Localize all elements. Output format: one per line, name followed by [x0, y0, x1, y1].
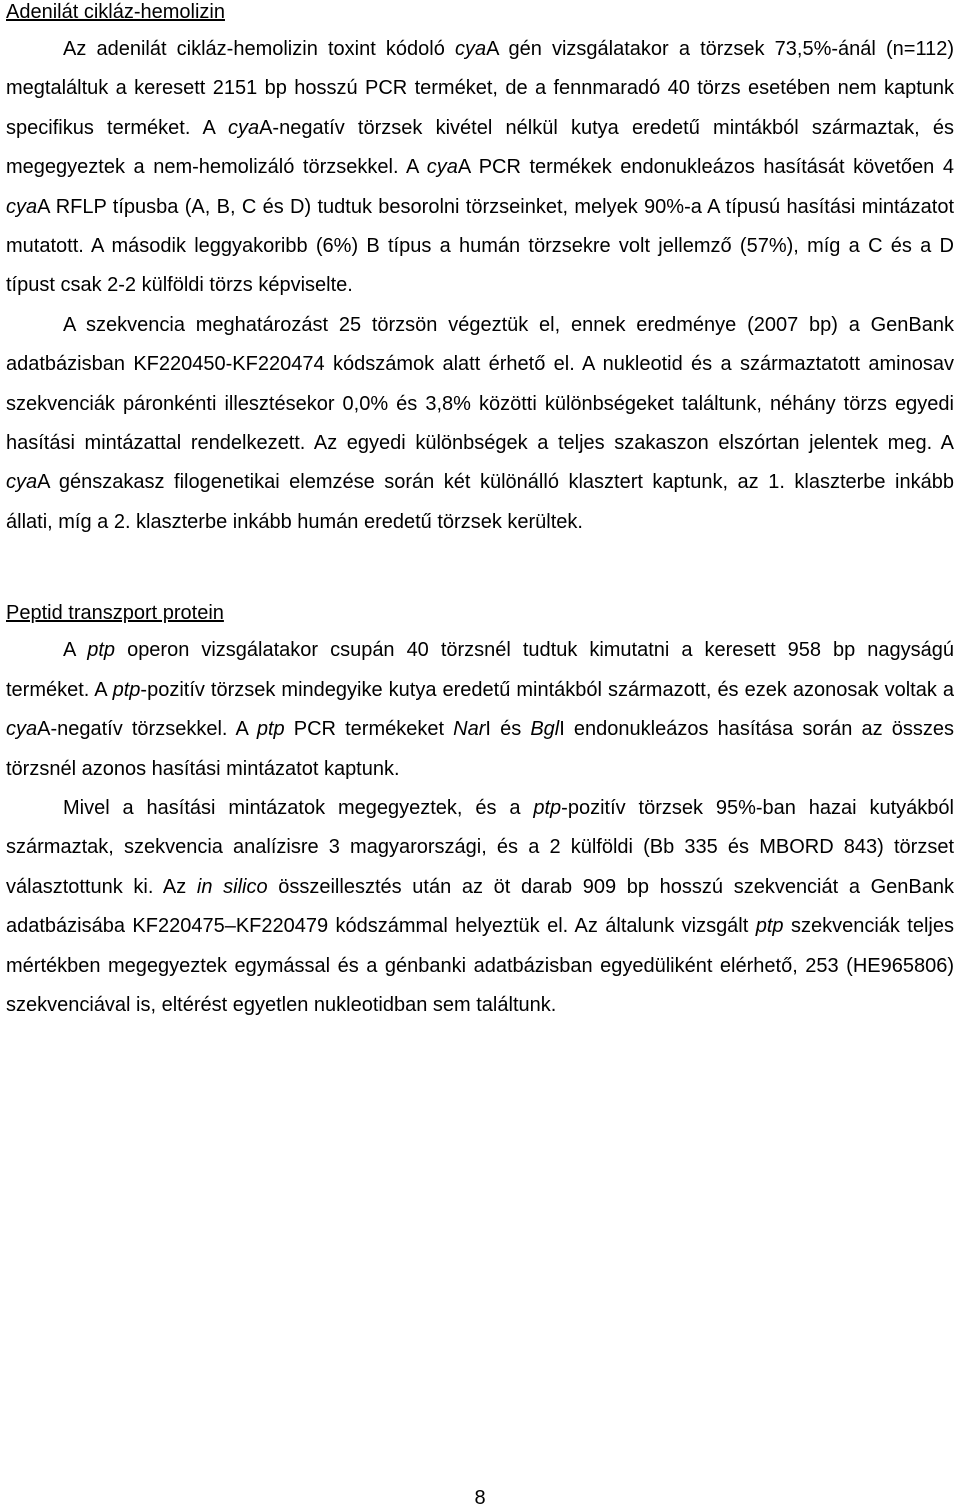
text-run: -pozitív törzsek mindegyike kutya eredetű mintákból származott, és ezek azonosak voltak a [140, 678, 954, 701]
text-run: I és [485, 718, 531, 741]
text-run: A [63, 639, 88, 662]
section-heading-peptide-transport: Peptid transzport protein [6, 602, 224, 625]
text-run: A RFLP típusba (A, B, C és D) tudtuk besorolni törzseinket, melyek 90%-a A típusú hasítási mintázatot mutatott. A második leggyakoribb (6%) B típus a humán törzsekre volt jellemző (57%), míg a C és a D típust csak 2-2 külföldi törzs képviselte. [6, 195, 954, 297]
text-run: operon vizsgálatakor csupán 40 törzsnél tudtuk kimutatni a keresett 958 bp nagyságú terméket. A [6, 639, 955, 701]
text-run: A szekvencia meghatározást 25 törzsön végeztük el, ennek eredménye (2007 bp) a GenBank adatbázisban KF220450-KF220474 kódszámok alatt érhető el. A nukleotid és a származtatott aminosav szekvenciák páronkénti illesztésekor 0,0% és 3,8% közötti különbségeket találtunk, néhány törzs egyedi hasítási mintázattal rendelkezett. Az egyedi különbségek a teljes szakaszon elszórtan jelentek meg. A [6, 313, 954, 455]
text-run: A-negatív törzsekkel. A [37, 718, 257, 741]
italic-term: cya [6, 471, 38, 494]
italic-term: ptp [256, 718, 285, 741]
section-heading-adenylate-cyclase: Adenilát cikláz-hemolizin [6, 1, 225, 23]
text-run: A gén vizsgálatakor a törzsek 73,5%-ánál (n=112) megtaláltuk a keresett 2151 bp hosszú PCR terméket, de a fennmaradó 40 törzs esetében nem kaptunk specifikus terméket. A [6, 38, 954, 139]
italic-term: cya [6, 718, 38, 741]
paragraph-cyaa-results [6, 30, 954, 306]
italic-term: Nar [453, 718, 486, 741]
italic-term: cya [426, 156, 458, 179]
page-number: 8 [474, 1487, 486, 1509]
text-run: A-negatív törzsek kivétel nélkül kutya eredetű mintákból származtak, és megegyeztek a nem-hemolizáló törzsekkel. A [6, 116, 955, 179]
text-run: I endonukleázos hasítása során az összes törzsnél azonos hasítási mintázatot kaptunk. [6, 718, 954, 780]
text-run: szekvenciák teljes mértékben megegyeztek egymással és a génbanki adatbázisban egyedüliként elérhető, 253 (HE965806) szekvenciával is, eltérést egyetlen nukleotidban sem találtunk. [6, 915, 954, 1016]
paragraph-ptp-sequencing [6, 789, 954, 1025]
italic-term: Bgl [530, 718, 560, 741]
text-run: -pozitív törzsek 95%-ban hazai kutyákból származtak, szekvencia analízisre 3 magyarországi, és a 2 külföldi (Bb 335 és MBORD 843) törzset választottunk ki. Az [6, 796, 954, 898]
italic-term: cya [454, 38, 487, 60]
text-run: PCR termékeket [284, 718, 454, 741]
italic-term: cya [6, 195, 38, 218]
text-run: A génszakasz filogenetikai elemzése során két különálló klasztert kaptunk, az 1. klaszterbe inkább állati, míg a 2. klaszterbe inkább humán eredetű törzsek kerültek. [6, 471, 954, 533]
document-page [6, 0, 954, 1025]
italic-term: ptp [87, 639, 116, 662]
italic-term: ptp [755, 915, 784, 938]
paragraph-ptp-results [6, 631, 954, 789]
text-run: Mivel a hasítási mintázatok megegyeztek, és a [63, 796, 534, 819]
paragraph-cyaa-sequencing [6, 306, 954, 542]
italic-term: ptp [533, 796, 562, 819]
italic-term: ptp [112, 678, 141, 701]
text-run: összeillesztés után az öt darab 909 bp hosszú szekvenciát a GenBank adatbázisába KF220475–KF220479 kódszámmal helyeztük el. Az általunk vizsgált [6, 875, 954, 938]
text-run: Az adenilát cikláz-hemolizin toxint kódoló [63, 38, 455, 60]
text-run: A PCR termékek endonukleázos hasítását követően 4 [457, 156, 954, 179]
italic-term: cya [227, 116, 260, 139]
italic-term: in silico [196, 875, 268, 898]
